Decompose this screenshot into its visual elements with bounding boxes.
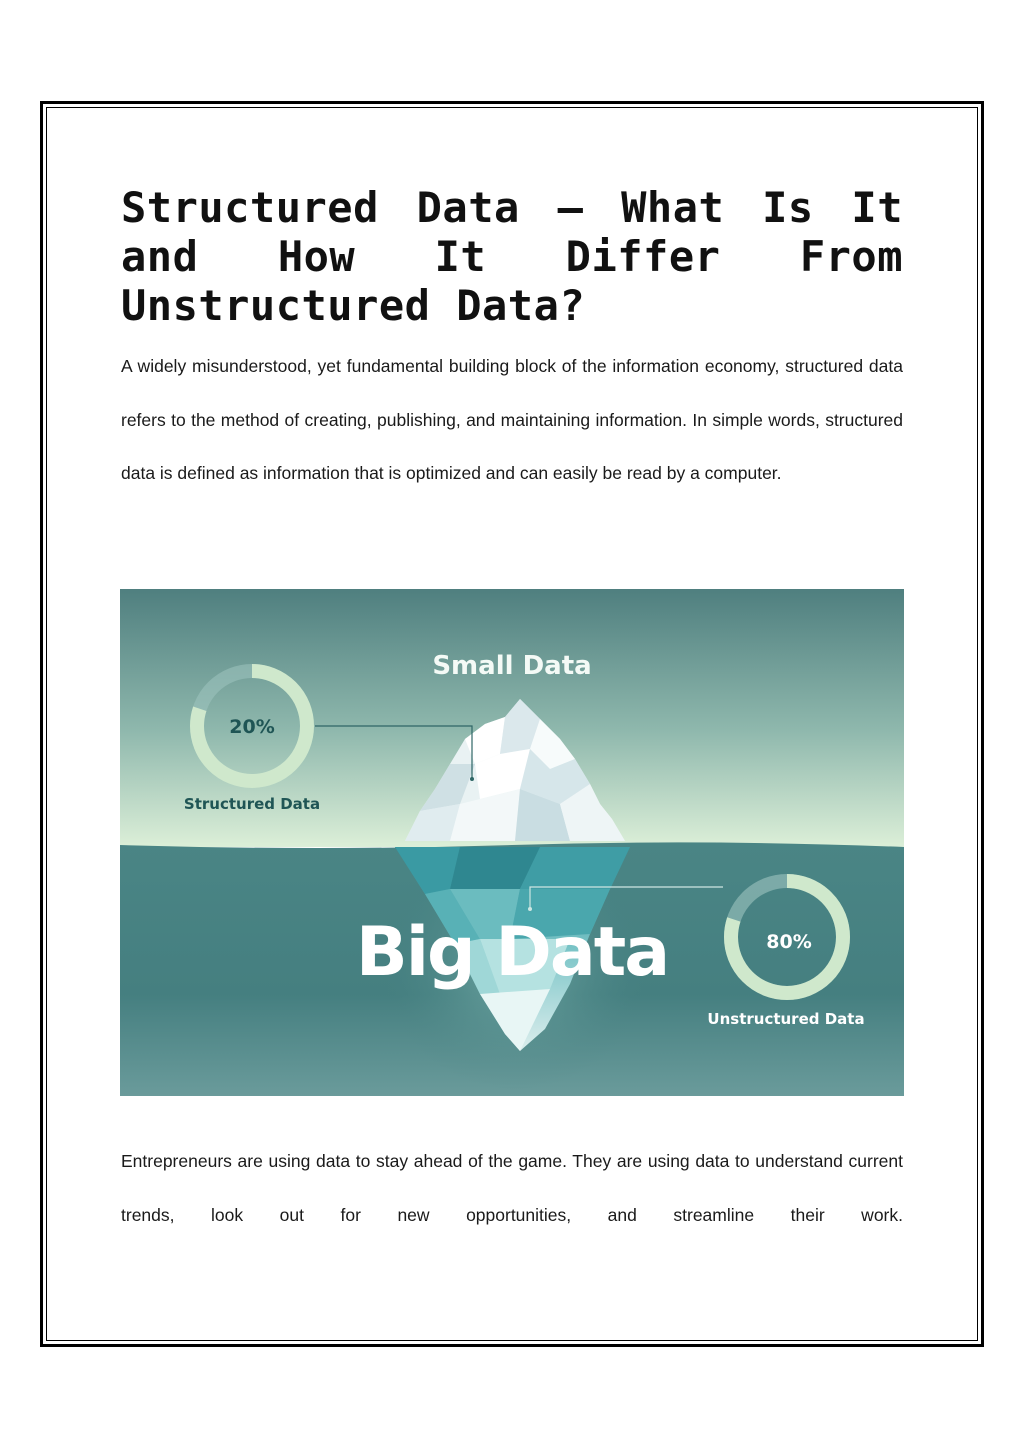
connector-dot-unstructured (528, 907, 532, 911)
structured-percent: 20% (229, 716, 275, 738)
big-data-label: Big Data (355, 913, 669, 992)
iceberg-infographic (120, 589, 904, 1096)
document-title: Structured Data – What Is It and How It Differ From Unstructured Data? (121, 183, 903, 330)
small-data-label: Small Data (432, 651, 592, 681)
iceberg-illustration (120, 589, 904, 1096)
connector-dot-structured (470, 777, 474, 781)
unstructured-label: Unstructured Data (707, 1010, 865, 1028)
structured-label: Structured Data (183, 795, 321, 813)
intro-paragraph: A widely misunderstood, yet fundamental building block of the information economy, structured data refers to the method of creating, publishing, and maintaining information. In simple words, structured data is defined as information that is optimized and can easily be read by a computer. (121, 356, 903, 483)
unstructured-percent: 80% (766, 931, 812, 953)
body-paragraph: Entrepreneurs are using data to stay ahead of the game. They are using data to understand current trends, look out for new opportunities, and streamline their work. (121, 1151, 903, 1225)
